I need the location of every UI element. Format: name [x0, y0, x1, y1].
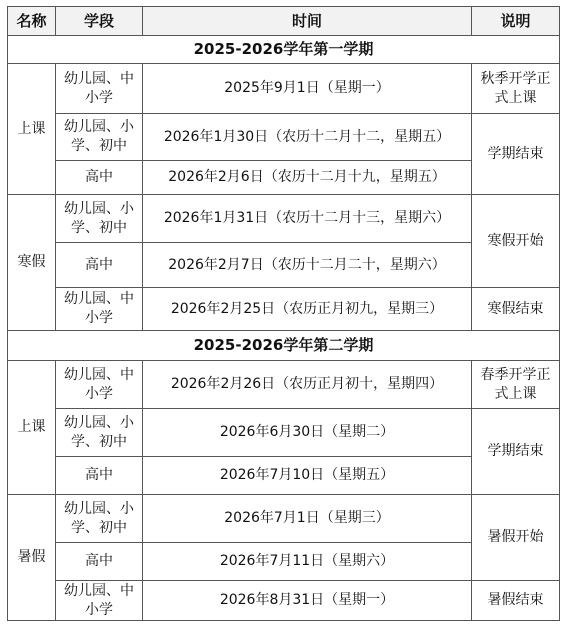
stage-cell: 幼儿园、中小学 [56, 288, 143, 331]
note-cell: 暑假开始 [472, 495, 560, 581]
stage-cell: 高中 [56, 543, 143, 581]
category-winter: 寒假 [8, 195, 56, 331]
category-class: 上课 [8, 64, 56, 195]
stage-cell: 高中 [56, 161, 143, 195]
time-cell: 2026年2月7日（农历十二月二十，星期六） [143, 243, 472, 288]
stage-cell: 幼儿园、小学、初中 [56, 195, 143, 243]
table-row [8, 64, 560, 114]
note-cell: 秋季开学正式上课 [472, 64, 560, 114]
note-cell: 学期结束 [472, 409, 560, 495]
school-calendar-table [7, 6, 560, 621]
header-name: 名称 [8, 7, 56, 36]
category-summer: 暑假 [8, 495, 56, 621]
semester-1-title: 2025-2026学年第一学期 [8, 36, 560, 64]
time-cell: 2026年7月1日（星期三） [143, 495, 472, 543]
stage-cell: 高中 [56, 457, 143, 495]
table-row [8, 361, 560, 409]
semester-row [8, 331, 560, 361]
table-row [8, 288, 560, 331]
time-cell: 2026年2月25日（农历正月初九，星期三） [143, 288, 472, 331]
semester-2-title: 2025-2026学年第二学期 [8, 331, 560, 361]
semester-row [8, 36, 560, 64]
stage-cell: 幼儿园、小学、初中 [56, 409, 143, 457]
time-cell: 2026年8月31日（星期一） [143, 581, 472, 621]
table-row [8, 495, 560, 543]
time-cell: 2026年1月31日（农历十二月十三，星期六） [143, 195, 472, 243]
note-cell: 学期结束 [472, 114, 560, 195]
stage-cell: 幼儿园、中小学 [56, 64, 143, 114]
time-cell: 2026年7月10日（星期五） [143, 457, 472, 495]
header-note: 说明 [472, 7, 560, 36]
time-cell: 2026年6月30日（星期二） [143, 409, 472, 457]
header-time: 时间 [143, 7, 472, 36]
stage-cell: 幼儿园、中小学 [56, 361, 143, 409]
header-stage: 学段 [56, 7, 143, 36]
header-row [8, 7, 560, 36]
category-class: 上课 [8, 361, 56, 495]
stage-cell: 高中 [56, 243, 143, 288]
time-cell: 2025年9月1日（星期一） [143, 64, 472, 114]
time-cell: 2026年7月11日（星期六） [143, 543, 472, 581]
time-cell: 2026年2月26日（农历正月初十，星期四） [143, 361, 472, 409]
table-row [8, 114, 560, 161]
time-cell: 2026年1月30日（农历十二月十二，星期五） [143, 114, 472, 161]
table-row [8, 409, 560, 457]
stage-cell: 幼儿园、中小学 [56, 581, 143, 621]
time-cell: 2026年2月6日（农历十二月十九，星期五） [143, 161, 472, 195]
stage-cell: 幼儿园、小学、初中 [56, 495, 143, 543]
note-cell: 寒假开始 [472, 195, 560, 288]
note-cell: 寒假结束 [472, 288, 560, 331]
stage-cell: 幼儿园、小学、初中 [56, 114, 143, 161]
table-row [8, 195, 560, 243]
note-cell: 暑假结束 [472, 581, 560, 621]
note-cell: 春季开学正式上课 [472, 361, 560, 409]
table-row [8, 581, 560, 621]
